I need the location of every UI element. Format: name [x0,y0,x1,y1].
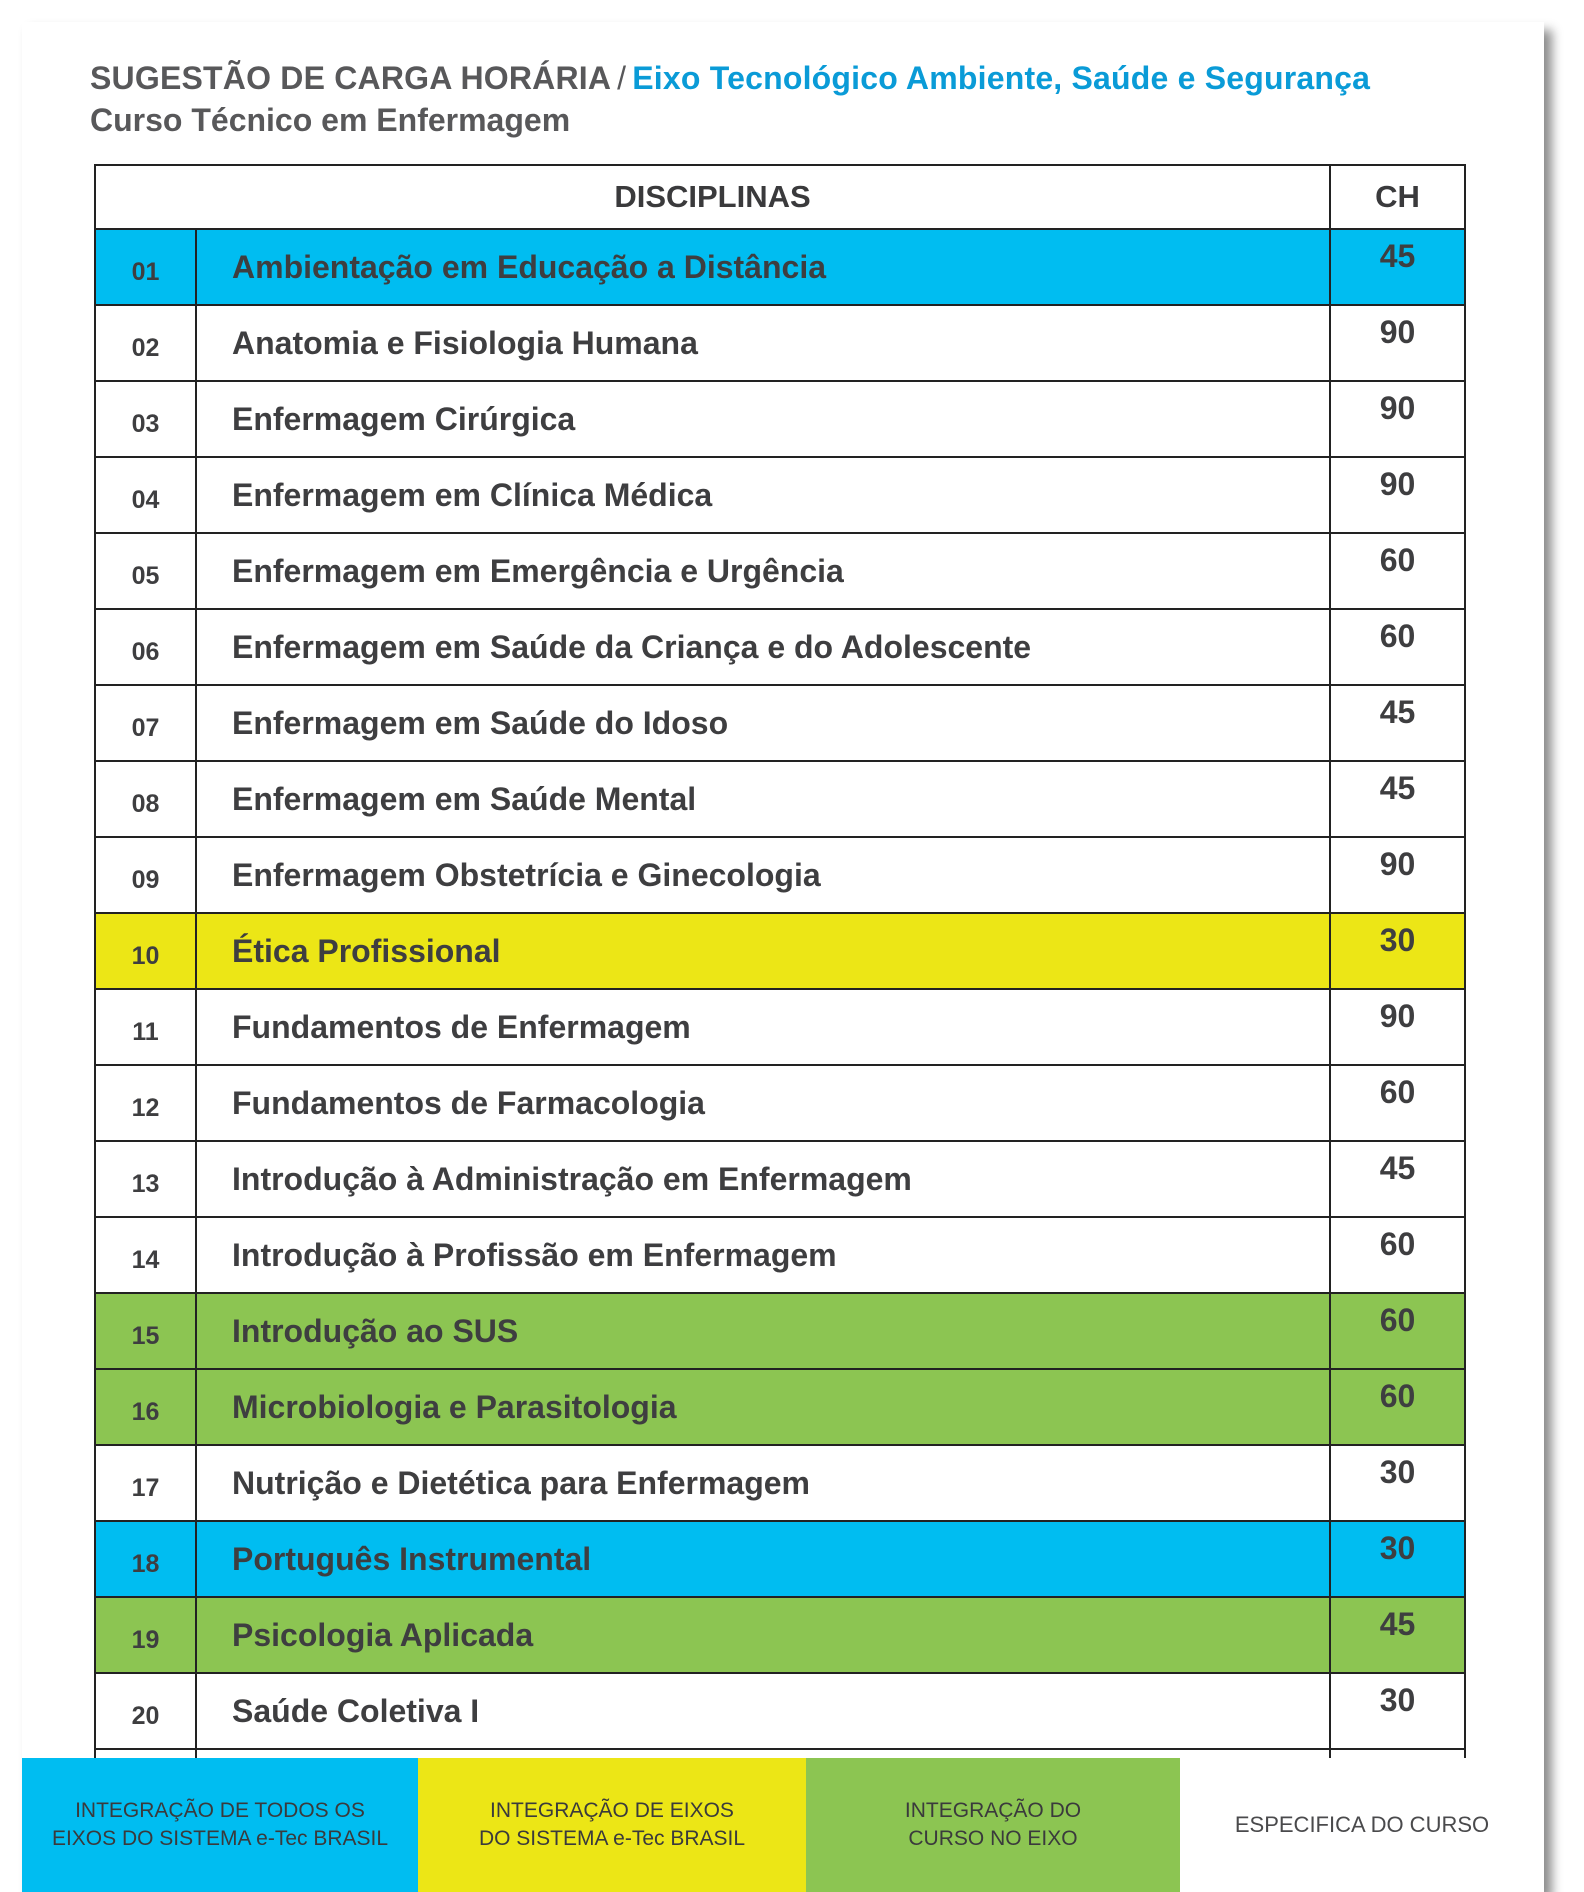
row-number: 19 [95,1597,196,1673]
discipline-name: Nutrição e Dietética para Enfermagem [196,1445,1330,1521]
table-row [95,1065,1465,1141]
table-row [95,533,1465,609]
row-number: 05 [95,533,196,609]
discipline-hours: 60 [1330,1293,1465,1369]
discipline-hours: 90 [1330,837,1465,913]
discipline-hours: 45 [1330,761,1465,837]
table-body [95,229,1465,1825]
table-row [95,229,1465,305]
page-title [90,60,1370,97]
table-row [95,305,1465,381]
table-row [95,685,1465,761]
row-number: 11 [95,989,196,1065]
row-number: 18 [95,1521,196,1597]
column-header-ch: CH [1330,165,1465,229]
table-row [95,1369,1465,1445]
legend-course-specific [1180,1758,1544,1892]
discipline-name: Fundamentos de Enfermagem [196,989,1330,1065]
row-number: 02 [95,305,196,381]
discipline-hours: 45 [1330,685,1465,761]
row-number: 01 [95,229,196,305]
row-number: 04 [95,457,196,533]
row-number: 14 [95,1217,196,1293]
row-number: 07 [95,685,196,761]
discipline-hours: 60 [1330,1369,1465,1445]
table-row [95,1521,1465,1597]
table-header-row [95,165,1465,229]
discipline-name: Enfermagem em Saúde do Idoso [196,685,1330,761]
discipline-name: Introdução à Profissão em Enfermagem [196,1217,1330,1293]
discipline-name: Enfermagem Obstetrícia e Ginecologia [196,837,1330,913]
discipline-name: Ética Profissional [196,913,1330,989]
discipline-name: Introdução à Administração em Enfermagem [196,1141,1330,1217]
discipline-name: Enfermagem em Saúde Mental [196,761,1330,837]
discipline-hours: 45 [1330,1141,1465,1217]
table-row [95,761,1465,837]
discipline-name: Enfermagem em Emergência e Urgência [196,533,1330,609]
axis-title: Eixo Tecnológico Ambiente, Saúde e Segurança [632,60,1371,96]
discipline-name: Introdução ao SUS [196,1293,1330,1369]
discipline-hours: 60 [1330,1065,1465,1141]
row-number: 20 [95,1673,196,1749]
document-page [22,22,1544,1892]
discipline-hours: 45 [1330,1597,1465,1673]
discipline-name: Fundamentos de Farmacologia [196,1065,1330,1141]
course-title: Curso Técnico em Enfermagem [90,102,571,138]
row-number: 03 [95,381,196,457]
table-row [95,837,1465,913]
legend-axes-integration [418,1758,806,1892]
discipline-name: Enfermagem Cirúrgica [196,381,1330,457]
table-row [95,381,1465,457]
discipline-hours: 90 [1330,381,1465,457]
row-number: 12 [95,1065,196,1141]
discipline-hours: 30 [1330,1445,1465,1521]
table-row [95,989,1465,1065]
discipline-name: Enfermagem em Saúde da Criança e do Adolescente [196,609,1330,685]
course-load-table [94,164,1466,1890]
legend-all-axes [22,1758,418,1892]
discipline-hours: 30 [1330,913,1465,989]
legend-course-in-axis [806,1758,1180,1892]
table-row [95,1141,1465,1217]
color-legend [22,1758,1544,1892]
table-row [95,1293,1465,1369]
discipline-name: Psicologia Aplicada [196,1597,1330,1673]
row-number: 13 [95,1141,196,1217]
discipline-name: Português Instrumental [196,1521,1330,1597]
row-number: 17 [95,1445,196,1521]
table-row [95,609,1465,685]
row-number: 09 [95,837,196,913]
row-number: 06 [95,609,196,685]
title-separator: / [617,60,627,96]
table-row [95,1597,1465,1673]
table-row [95,913,1465,989]
legend-label: INTEGRAÇÃO DO CURSO NO EIXO [904,1798,1082,1850]
title-text: SUGESTÃO DE CARGA HORÁRIA [90,60,612,96]
discipline-name: Saúde Coletiva I [196,1673,1330,1749]
discipline-hours: 45 [1330,229,1465,305]
table-row [95,457,1465,533]
discipline-hours: 90 [1330,457,1465,533]
row-number: 16 [95,1369,196,1445]
discipline-hours: 30 [1330,1521,1465,1597]
row-number: 15 [95,1293,196,1369]
table-row [95,1673,1465,1749]
discipline-hours: 90 [1330,305,1465,381]
discipline-name: Anatomia e Fisiologia Humana [196,305,1330,381]
row-number: 10 [95,913,196,989]
column-header-disciplines: DISCIPLINAS [95,165,1330,229]
table-row [95,1217,1465,1293]
row-number: 08 [95,761,196,837]
discipline-hours: 90 [1330,989,1465,1065]
discipline-hours: 30 [1330,1673,1465,1749]
table-row [95,1445,1465,1521]
discipline-name: Enfermagem em Clínica Médica [196,457,1330,533]
legend-label: INTEGRAÇÃO DE EIXOS DO SISTEMA e-Tec BRASIL [478,1798,746,1850]
discipline-name: Ambientação em Educação a Distância [196,229,1330,305]
discipline-name: Microbiologia e Parasitologia [196,1369,1330,1445]
discipline-hours: 60 [1330,1217,1465,1293]
discipline-hours: 60 [1330,609,1465,685]
legend-label: INTEGRAÇÃO DE TODOS OS EIXOS DO SISTEMA e-Tec BRASIL [51,1798,389,1850]
legend-label: ESPECIFICA DO CURSO [1234,1812,1490,1838]
discipline-hours: 60 [1330,533,1465,609]
